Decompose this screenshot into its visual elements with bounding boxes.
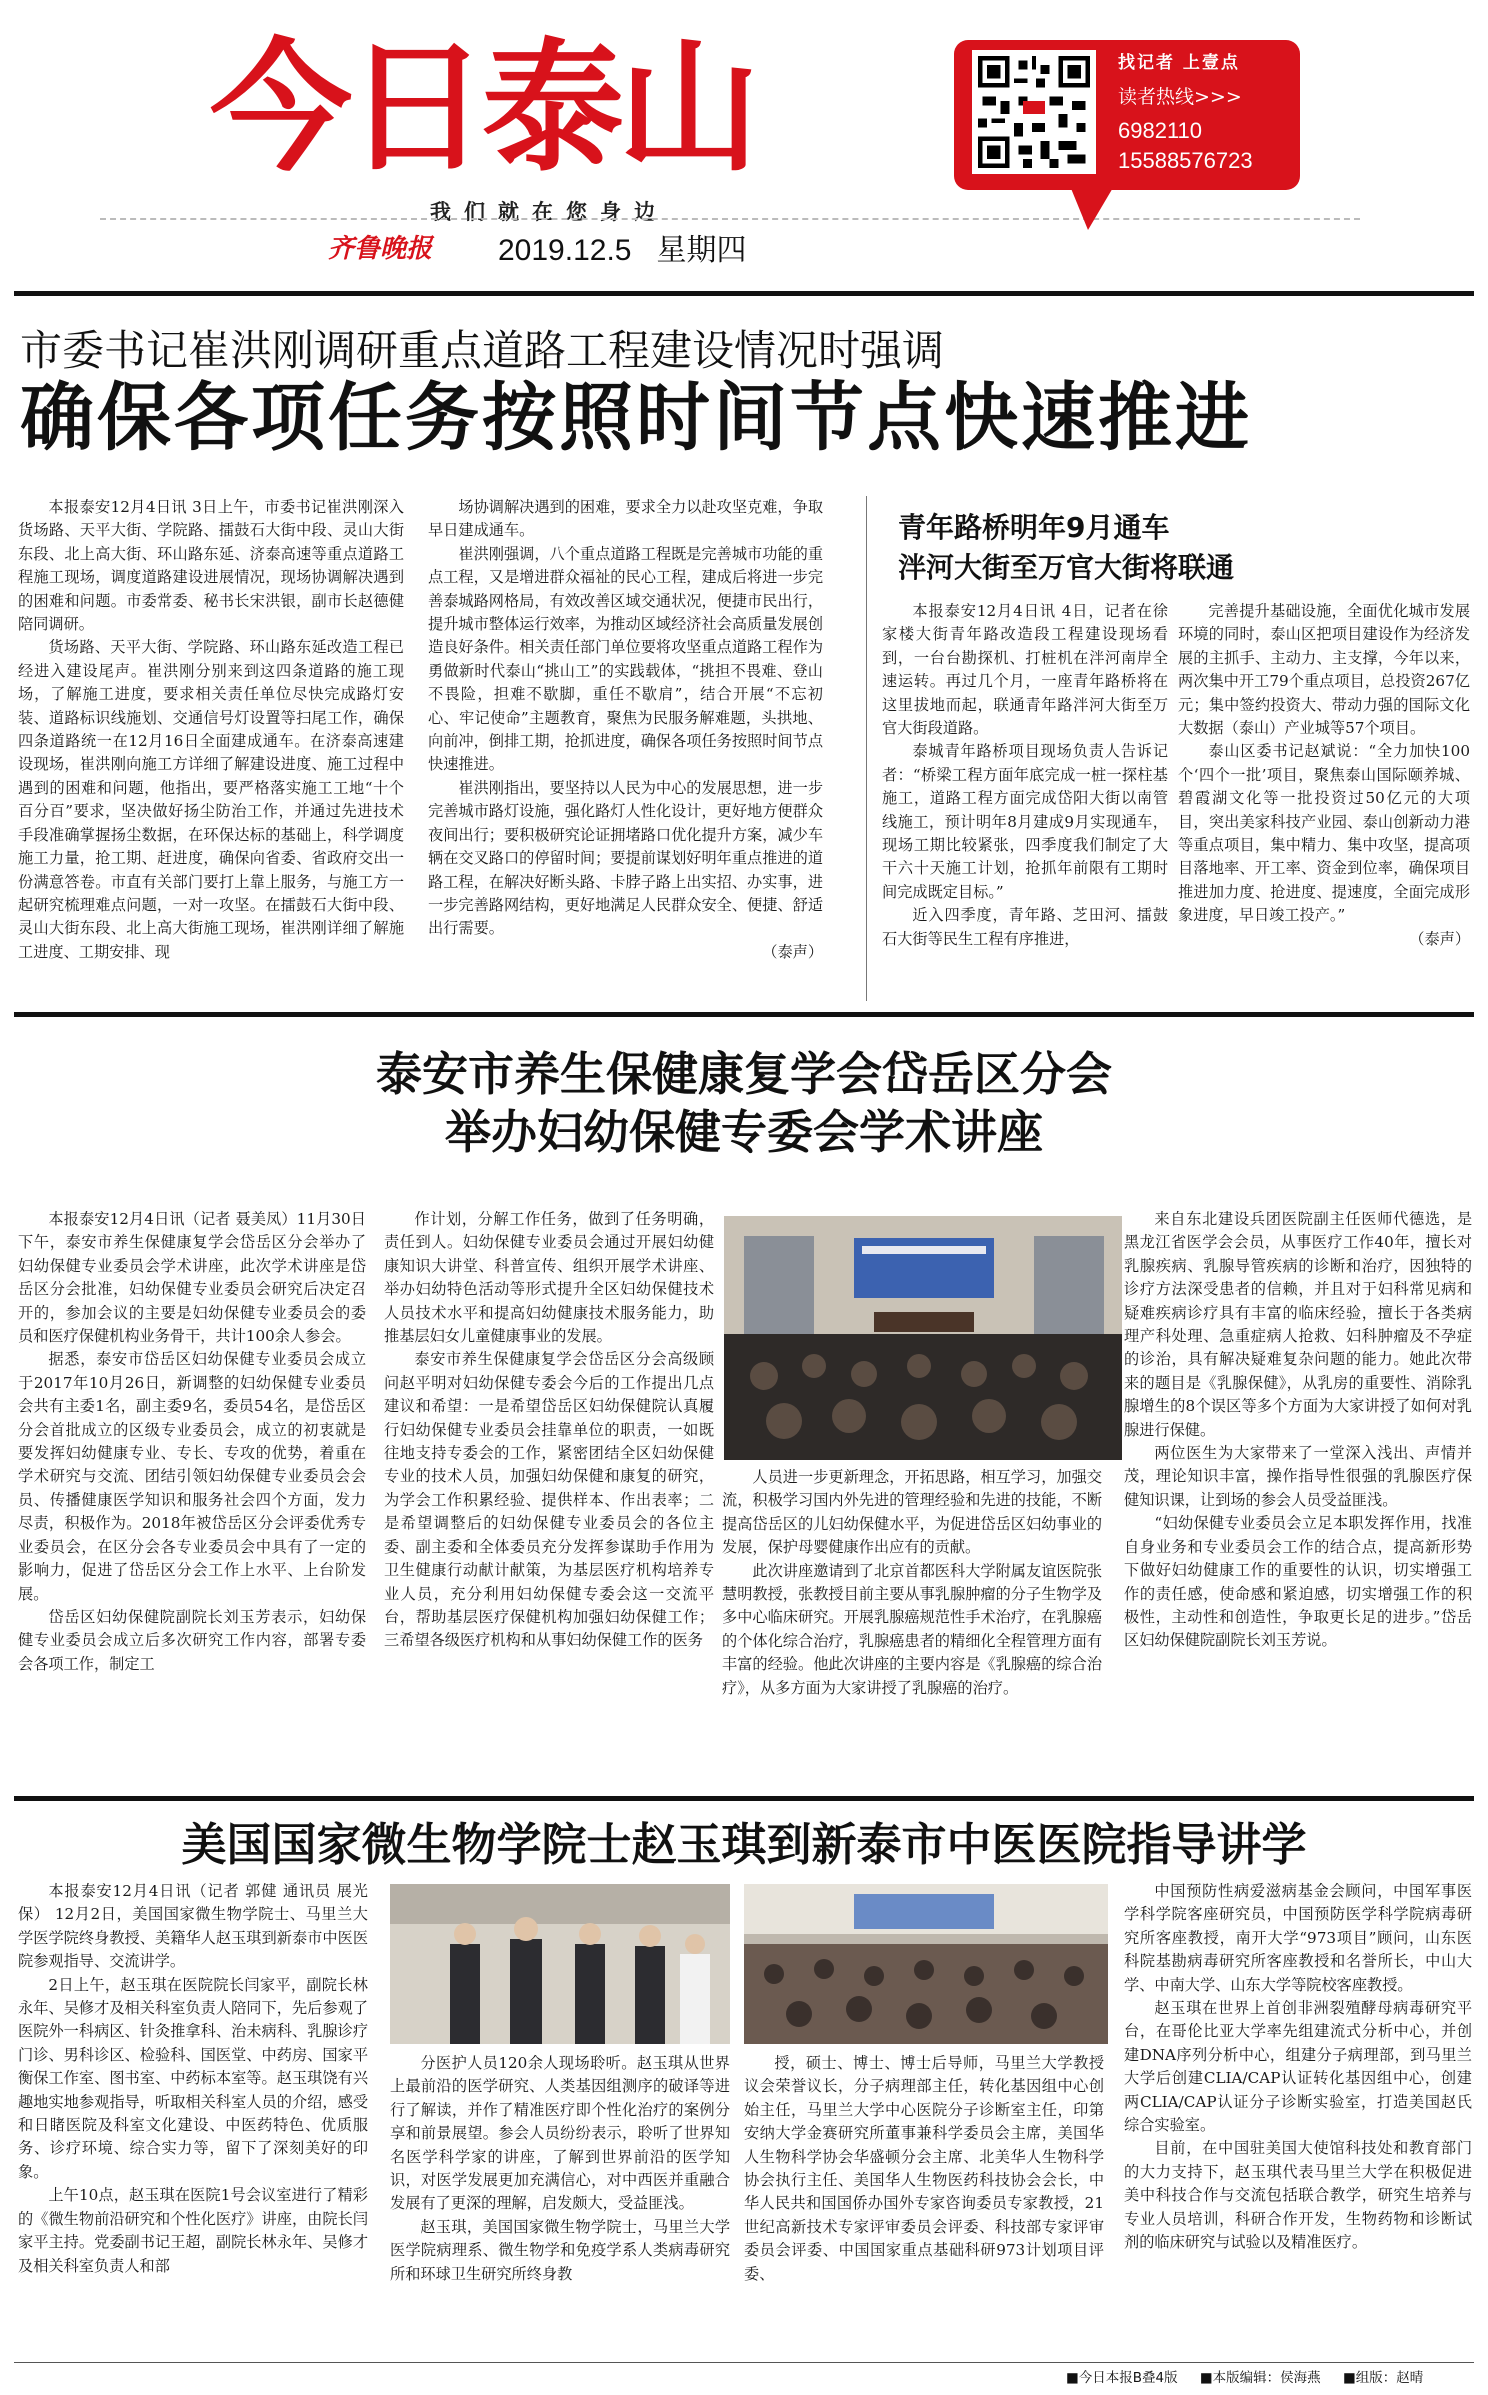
article2-col1 [18,1208,366,1788]
sidebar-col2-para: 泰山区委书记赵斌说：“全力加快100个‘四个一批’项目，聚焦泰山国际颐养城、碧霞湖文化等一批投资过50亿元的大项目，突出美家科技产业园、泰山创新动力港等重点项目，集中精力、集中攻坚，提高项目落地率、开工率、资金到位率，确保项目推进加力度、抢进度、提速度，全面完成形象进度，早日竣工投产。” [1178,742,1470,925]
article3-col2-para: 分医护人员120余人现场聆听。赵玉琪从世界上最前沿的医学研究、人类基因组测序的破译等进行了解读，并作了精准医疗即个性化治疗的案例分享和前景展望。参会人员纷纷表示，聆听了世界知名医学科学家的讲座，了解到世界前沿的医学知识，对医学发展更加充满信心，对中西医并重融合发展有了更深的理解，启发颇大，受益匪浅。 [390,2054,730,2213]
article2-col4-para: “妇幼保健专业委员会立足本职发挥作用，找准自身业务和专业委员会工作的结合点，提高新形势下做好妇幼健康工作的重要性的认识，切实增强工作的责任感，使命感和紧迫感，切实增强工作的积极性，主动性和创造性，争取更长足的进步。”岱岳区妇幼保健院副院长刘玉芳说。 [1124,1514,1472,1650]
article3-col1 [18,1880,368,2360]
sponsor-logo: 齐鲁晚报 [328,234,433,264]
article3-col2 [390,2052,730,2360]
article3-col4-para: 目前，在中国驻美国大使馆科技处和教育部门的大力支持下，赵玉琪代表马里兰大学在积极促进美中科技合作与交流包括联合教学，研究生培养与专业人员培训，科研合作开发，生物药物和诊断试剂的临床研究与试验以及精准医疗。 [1124,2139,1472,2252]
sidebar-col1-para: 近入四季度，青年路、芝田河、擂鼓石大街等民生工程有序推进， [882,906,1168,948]
article2-col3-para: 人员进一步更新理念，开拓思路，相互学习，加强交流，积极学习国内外先进的管理经验和先进的技能，不断提高岱岳区的儿妇幼保健水平，为促进岱岳区妇幼事业的发展，保护母婴健康作出应有的贡献。 [722,1468,1102,1557]
visit-photo [390,1884,730,2044]
article1-col1 [18,496,404,1006]
hotline-phone-1: 6982110 [1118,118,1203,143]
article2-col3 [722,1466,1102,1788]
article1-col2 [428,496,823,1006]
issue-weekday: 星期四 [656,234,747,267]
hotline-bubble-tail [1070,186,1114,230]
section-rule-1 [14,1012,1474,1017]
article2-col1-para: 岱岳区妇幼保健院副院长刘玉芳表示，妇幼保健专业委员会成立后多次研究工作内容，部署专委会各项工作，制定工 [18,1607,366,1673]
sidebar-headline-line2: 泮河大街至万官大街将联通 [898,551,1235,584]
sidebar-col2 [1178,600,1470,1006]
footer-page: ■今日本报B叠4版 [1066,2370,1178,2386]
sidebar-headline-line1: 青年路桥明年9月通车 [898,511,1170,544]
qr-code-icon[interactable] [972,50,1096,174]
article2-headline-line2: 举办妇幼保健专委会学术讲座 [445,1105,1043,1159]
article2-col2-para: 泰安市养生保健康复学会岱岳区分会高级顾问赵平明对妇幼保健专委会今后的工作提出几点建议和希望：一是希望岱岳区妇幼保健院认真履行妇幼保健专业委员会挂靠单位的职责，一如既往地支持专委会的工作，紧密团结全区妇幼保健专业的技术人员，加强妇幼保健和康复的研究，为学会工作积累经验、提供样本、作出表率；二是希望调整后的妇幼保健专业委员会的各位主委、副主委和全体委员充分发挥参谋助手作用为卫生健康行动献计献策，为基层医疗机构培养专业人员，充分利用妇幼保健专委会这一交流平台，帮助基层医疗保健机构加强妇幼保健工作；三希望各级医疗机构和从事妇幼保健工作的医务 [384,1350,714,1650]
masthead-slogan: 我们就在您身边 [430,200,668,224]
article1-col1-para: 货场路、天平大街、学院路、环山路东延改造工程已经进入建设尾声。崔洪刚分别来到这四条道路的施工现场，了解施工进度，要求相关责任单位尽快完成路灯安装、道路标识线施划、交通信号灯设置等扫尾工作，确保四条道路统一在12月16日全面建成通车。在济泰高速建设现场，崔洪刚向施工方详细了解建设进度、施工过程中遇到的困难和问题，他指出，要严格落实施工工地“十个百分百”要求，坚决做好扬尘防治工作，并通过先进技术手段准确掌握扬尘数据，在环保达标的基础上，科学调度施工力量，抢工期、赶进度，确保向省委、省政府交出一份满意答卷。市直有关部门要打上靠上服务，与施工方一起研究梳理难点问题，一对一攻坚。在擂鼓石大街中段、灵山大街东段、北上高大街施工现场，崔洪刚详细了解施工进度、工期安排、现 [18,638,404,961]
article3-col2-para: 赵玉琪，美国国家微生物学院士，马里兰大学医学院病理系、微生物学和免疫学系人类病毒研究所和环球卫生研究所终身教 [390,2217,730,2283]
article2-col2-para: 作计划，分解工作任务，做到了任务明确，责任到人。妇幼保健专业委员会通过开展妇幼健康知识大讲堂、科普宣传、组织开展学术讲座、举办妇幼特色活动等形式提升全区妇幼保健技术人员技术水平和提高妇幼健康技术服务能力，助推基层妇女儿童健康事业的发展。 [384,1210,714,1346]
article1-col2-para: 崔洪刚强调，八个重点道路工程既是完善城市功能的重点工程，又是增进群众福祉的民心工程，建成后将进一步完善泰城路网格局，有效改善区域交通状况，便捷市民出行，提升城市整体运行效率，为推动区域经济社会高质量发展创造良好条件。相关责任部门单位要将攻坚重点道路工程作为勇做新时代泰山“挑山工”的实践载体，“挑担不畏难、登山不畏险，担难不歇脚，重任不歇肩”，结合开展“不忘初心、牢记使命”主题教育，聚焦为民服务解难题，头拱地、向前冲，倒排工期，抢抓进度，确保各项任务按照时间节点快速推进。 [428,544,823,774]
lecture-hall-photo [744,1884,1108,2044]
article1-col2-para: 崔洪刚指出，要坚持以人民为中心的发展思想，进一步完善城市路灯设施，强化路灯人性化设计，更好地方便群众夜间出行；要积极研究论证拥堵路口优化提升方案，减少车辆在交叉路口的停留时间；要提前谋划好明年重点推进的道路工程，在解决好断头路、卡脖子路上出实招、办实事，进一步完善路网结构，更好地满足人民群众安全、便捷、舒适出行需要。 [428,778,823,938]
masthead-rule [14,291,1474,296]
sidebar-col1-para: 本报泰安12月4日讯 4日，记者在徐家楼大街青年路改造段工程建设现场看到，一台台勘探机、打桩机在泮河南岸全速运转。再过几个月，一座青年路桥将在这里拔地而起，联通青年路泮河大街至万官大街段道路。 [882,602,1168,738]
article2-col4 [1124,1208,1472,1788]
article2-col2 [384,1208,714,1788]
article2-col1-para: 据悉，泰安市岱岳区妇幼保健专业委员会成立于2017年10月26日，新调整的妇幼保健专业委员会共有主委1名，副主委9名，委员54名，是岱岳区分会首批成立的区级专业委员会，成立的初衷就是要发挥妇幼健康专业、专长、专攻的优势，着重在学术研究与交流、团结引领妇幼保健专业委员会会员、传播健康医学知识和服务社会四个方面，发力尽责，积极作为。2018年被岱岳区分会评委优秀专业委员会，在区分会各专业委员会中具有了一定的影响力，促进了岱岳区分会工作上水平、上台阶发展。 [18,1350,366,1603]
article3-col4 [1124,1880,1472,2360]
article1-kicker: 市委书记崔洪刚调研重点道路工程建设情况时强调 [20,326,945,375]
article2-headline-line1: 泰安市养生保健康复学会岱岳区分会 [376,1047,1112,1101]
sidebar-divider [866,496,867,1001]
article2-col4-para: 两位医生为大家带来了一堂深入浅出、声情并茂，理论知识丰富，操作指导性很强的乳腺医疗保健知识课，让到场的参会人员受益匪浅。 [1124,1444,1472,1509]
article1-headline: 确保各项任务按照时间节点快速推进 [20,375,1252,461]
sidebar-col1-para: 泰城青年路桥项目现场负责人告诉记者：“桥梁工程方面年底完成一桩一探柱基施工，道路工程方面完成岱阳大街以南管线施工，预计明年8月建成9月实现通车，现场工期比较紧张，四季度我们制定了大干六十天施工计划，抢抓年前限有工期时间完成既定目标。” [882,742,1168,901]
masthead-logo: 今日泰山 [210,26,754,191]
hotline-phone-2: 15588576723 [1118,148,1253,173]
article3-col3-para: 授，硕士、博士、博士后导师，马里兰大学教授议会荣誉议长，分子病理部主任，转化基因组中心创始主任，马里兰大学中心医院分子诊断室主任，印第安纳大学金赛研究所董事兼科学委员会主席，美国华人生物科学协会华盛顿分会主席、北美华人生物科学协会执行主任、美国华人生物医药科技协会会长，中华人民共和国国侨办国外专家咨询委员专家教授，21世纪高新技术专家评审委员会评委、科技部专家评审委员会评委、中国国家重点基础科研973计划项目评委、 [744,2054,1104,2283]
hotline-label: 读者热线>>> [1118,86,1242,108]
article3-col4-para: 中国预防性病爱滋病基金会顾问，中国军事医学科学院客座研究员，中国预防医学科学院病毒研究所客座教授，南开大学“973项目”顾问，山东医科院基勘病毒研究所客座教授和名誉所长，中山大学、中南大学、山东大学等院校客座教授。 [1124,1882,1472,1994]
lecture-photo [724,1216,1122,1460]
article2-col4-para: 来自东北建设兵团医院副主任医师代德选，是黑龙江省医学会会员，从事医疗工作40年，擅长对乳腺疾病、乳腺导管疾病的诊断和治疗，因独特的诊疗方法深受患者的信赖，并且对于妇科常见病和疑难疾病诊疗具有丰富的临床经验，擅长于各类病理产科处理、急重症病人抢救、妇科肿瘤及不孕症的诊治，具有解决疑难复杂问题的能力。她此次带来的题目是《乳腺保健》，从乳房的重要性、消除乳腺增生的8个误区等多个方面为大家讲授了如何对乳腺进行保健。 [1124,1210,1472,1439]
sidebar-headline [898,508,1234,588]
article3-col3 [744,2052,1104,2360]
section-rule-2 [14,1796,1474,1801]
article2-headline [0,1045,1488,1161]
masthead-divider [100,218,1360,220]
footer-layout: ■组版：赵晴 [1342,2370,1424,2386]
article3-headline: 美国国家微生物学院士赵玉琪到新泰市中医医院指导讲学 [181,1818,1307,1871]
footer-editor: ■本版编辑：侯海燕 [1199,2370,1321,2386]
article1-col1-para: 本报泰安12月4日讯 3日上午，市委书记崔洪刚深入货场路、天平大街、学院路、擂鼓石大街中段、灵山大街东段、北上高大街、环山路东延、济泰高速等重点道路工程施工现场，调度道路建设进展情况，现场协调解决遇到的困难和问题。市委常委、秘书长宋洪银，副市长赵德健陪同调研。 [18,498,404,634]
article3-col1-para: 上午10点，赵玉琪在医院1号会议室进行了精彩的《微生物前沿研究和个性化医疗》讲座，由院长闫家平主持。党委副书记王超，副院长林永年、吴修才及相关科室负责人和部 [18,2186,368,2275]
sidebar-col2-para: 完善提升基础设施，全面优化城市发展环境的同时，泰山区把项目建设作为经济发展的主抓手、主动力、主支撑，今年以来，两次集中开工79个重点项目，总投资267亿元；集中签约投资大、带动力强的国际文化大数据（泰山）产业城等57个项目。 [1178,602,1470,738]
article3-col1-para: 本报泰安12月4日讯（记者 郭健 通讯员 展光保） 12月2日，美国国家微生物学院士、马里兰大学医学院终身教授、美籍华人赵玉琪到新泰市中医医院参观指导、交流讲学。 [18,1882,368,1971]
sidebar-signature: （泰声） [1409,929,1470,948]
article3-col1-para: 2日上午，赵玉琪在医院院长闫家平，副院长林永年、吴修才及相关科室负责人陪同下，先后参观了医院外一科病区、针灸推拿科、治未病科、乳腺诊疗门诊、男科诊区、检验科、国医堂、中药房、国家平衡保工作室、图书室、中药标本室等。赵玉琪饶有兴趣地实地参观指导，听取相关科室人员的介绍，感受和日睹医院及科室文化建设、中医药特色、优质服务、诊疗环境、综合实力等，留下了深刻美好的印象。 [18,1975,368,2181]
article2-col3-para: 此次讲座邀请到了北京首都医科大学附属友谊医院张慧明教授，张教授目前主要从事乳腺肿瘤的分子生物学及多中心临床研究。开展乳腺癌规范性手术治疗，在乳腺癌的个体化综合治疗，乳腺癌患者的精细化全程管理方面有丰富的经验。他此次讲座的主要内容是《乳腺癌的综合治疗》，从多方面为大家讲授了乳腺癌的治疗。 [722,1561,1102,1697]
issue-date-value: 2019.12.5 [498,234,632,267]
footer-rule [14,2362,1474,2363]
sidebar-col1 [882,600,1168,1006]
masthead [0,0,1488,290]
article2-col1-para: 本报泰安12月4日讯（记者 聂美凤）11月30日下午，泰安市养生保健康复学会岱岳区分会举办了妇幼保健专业委员会学术讲座，此次学术讲座是岱岳区分会批准，妇幼保健专业委员会研究后决定召开的，参加会议的主要是妇幼保健专业委员会的委员和医疗保健机构业务骨干，共计100余人参会。 [18,1210,366,1346]
article1-signature: （泰声） [762,942,823,961]
article1-col2-para: 场协调解决遇到的困难，要求全力以赴攻坚克难，争取早日建成通车。 [428,498,823,540]
reporter-label: 找记者 上壹点 [1118,53,1240,73]
page-footer [1066,2366,1441,2386]
issue-date [498,225,746,269]
article3-col4-para: 赵玉琪在世界上首创非洲裂殖酵母病毒研究平台，在哥伦比亚大学率先组建流式分析中心，并创建DNA序列分析中心，组建分子病理部，到马里兰大学后创建CLIA/CAP认证转化基因组中心，创建两CLIA/CAP认证分子诊断实验室，打造美国赵氏综合实验室。 [1124,1999,1472,2135]
